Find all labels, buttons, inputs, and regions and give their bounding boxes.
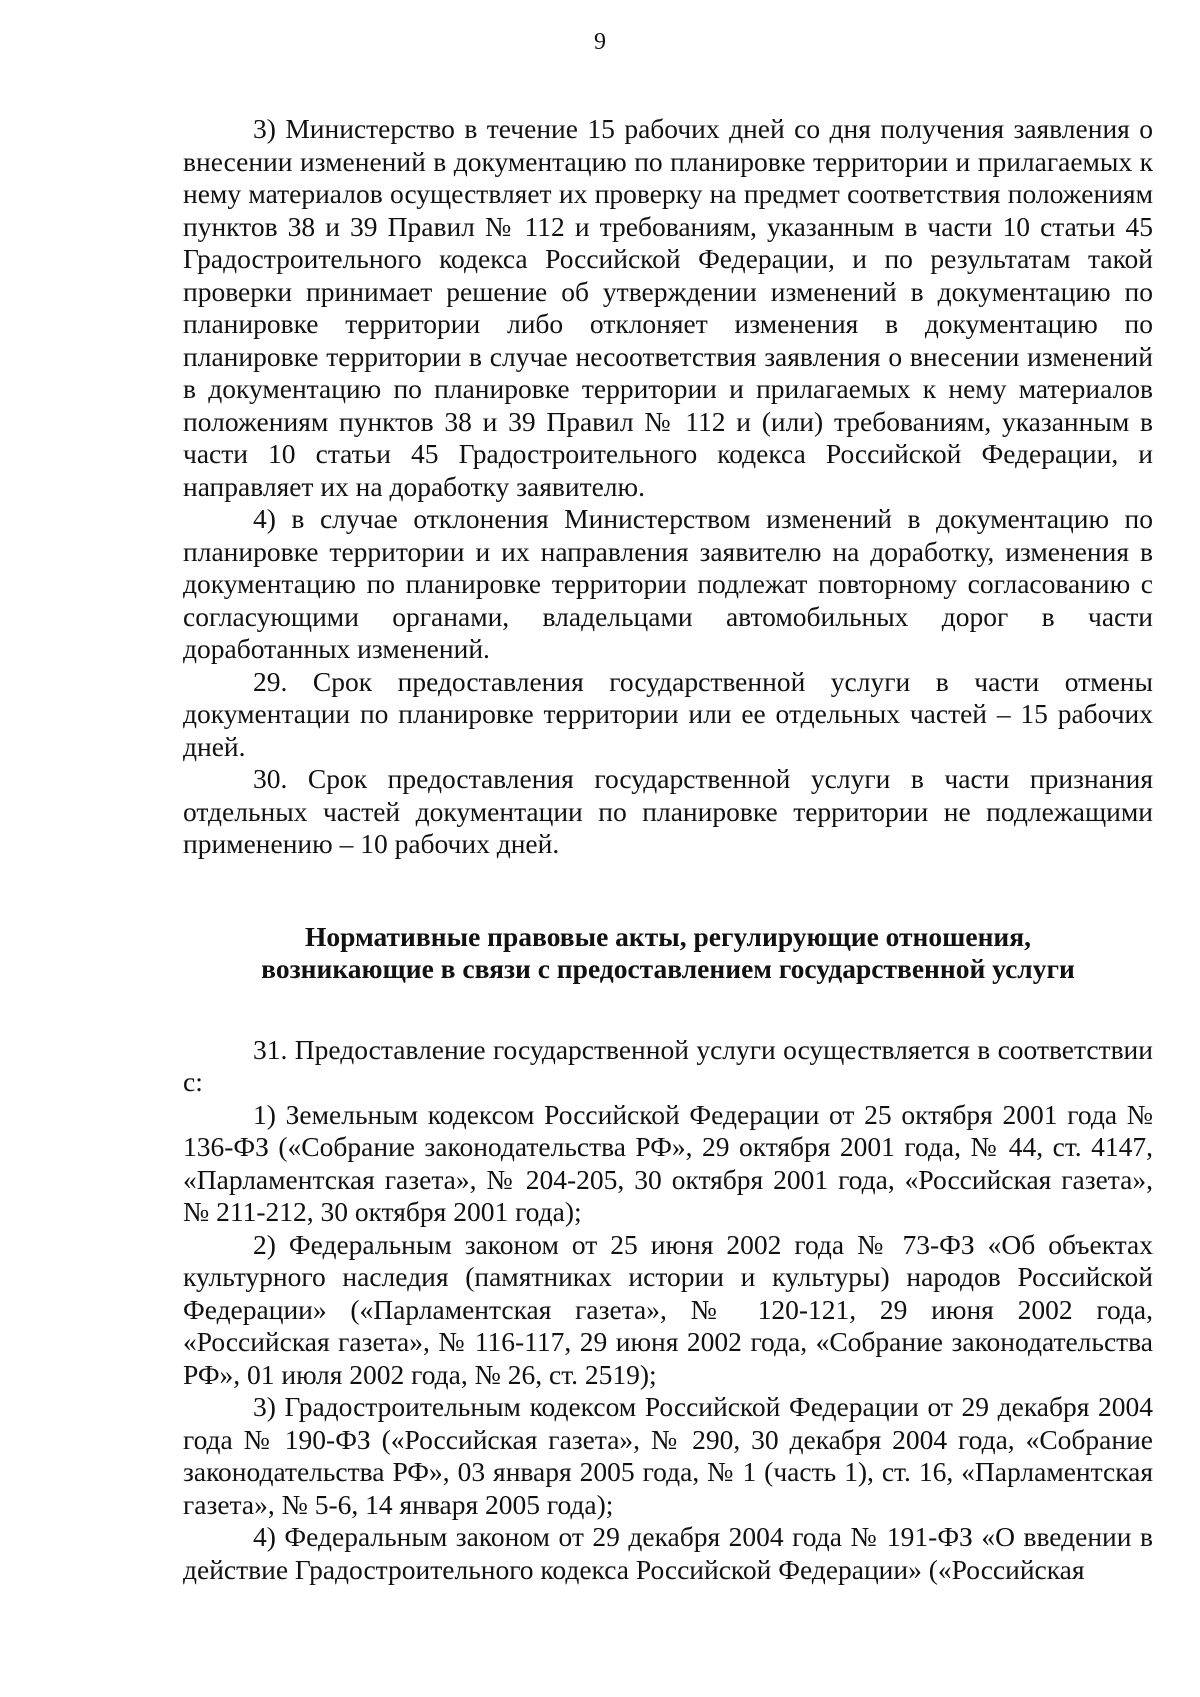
paragraph-30: 30. Срок предоставления государственной услуги в части признания отдельных частей документации по планировке территории не подлежащими применению – 10 рабочих дней. (183, 763, 1153, 859)
paragraph-29: 29. Срок предоставления государственной услуги в части отмены документации по планировке территории или ее отдельных частей – 15 рабочих дней. (183, 665, 1153, 762)
paragraph-31-item-2: 2) Федеральным законом от 25 июня 2002 года № 73-ФЗ «Об объектах культурного наследия (памятниках истории и культуры) народов Российской Федерации» («Парламентская газета», № 120-121, 29 июня 2002 года, «Российская газета», № 116-117, 29 июня 2002 года, «Собрание законодательства РФ», 01 июля 2002 года, № 26, ст. 2519); (183, 1228, 1153, 1390)
paragraph-31: 31. Предоставление государственной услуги осуществляется в соответствии с: (183, 1033, 1153, 1097)
paragraph-item-3: 3) Министерство в течение 15 рабочих дней со дня получения заявления о внесении изменений в документацию по планировке территории и прилагаемых к нему материалов осуществляет их проверку на предмет соответствия положениям пунктов 38 и 39 Правил № 112 и требованиям, указанным в части 10 статьи 45 Градостроительного кодекса Российской Федерации, и по результатам такой проверки принимает решение об утверждении изменений в документацию по планировке территории либо отклоняет изменения в документацию по планировке территории в случае несоответствия заявления о внесении изменений в документацию по планировке территории и прилагаемых к нему материалов положениям пунктов 38 и 39 Правил № 112 и (или) требованиям, указанным в части 10 статьи 45 Градостроительного кодекса Российской Федерации, и направляет их на доработку заявителю. (183, 113, 1153, 502)
paragraph-31-item-1: 1) Земельным кодексом Российской Федерации от 25 октября 2001 года № 136-ФЗ («Собрание законодательства РФ», 29 октября 2001 года, № 44, ст. 4147, «Парламентская газета», № 204-205, 30 октября 2001 года, «Российская газета», № 211-212, 30 октября 2001 года); (183, 1098, 1153, 1227)
paragraph-31-item-3: 3) Градостроительным кодексом Российской Федерации от 29 декабря 2004 года № 190-ФЗ («Российская газета», № 290, 30 декабря 2004 года, «Собрание законодательства РФ», 03 января 2005 года, № 1 (часть 1), ст. 16, «Парламентская газета», № 5-6, 14 января 2005 года); (183, 1391, 1153, 1520)
section-heading-line-2: возникающие в связи с предоставлением государственной услуги (261, 953, 1075, 984)
paragraph-31-item-4: 4) Федеральным законом от 29 декабря 2004 года № 191-ФЗ «О введении в действие Градостроительного кодекса Российской Федерации» («Российская (183, 1521, 1153, 1585)
document-body (183, 113, 1153, 1586)
section-heading (183, 921, 1153, 986)
paragraph-item-4: 4) в случае отклонения Министерством изменений в документацию по планировке территории и их направления заявителю на доработку, изменения в документацию по планировке территории подлежат повторному согласованию с согласующими органами, владельцами автомобильных дорог в части доработанных изменений. (183, 503, 1153, 664)
page-number: 9 (594, 29, 606, 55)
section-heading-line-1: Нормативные правовые акты, регулирующие отношения, (304, 920, 1032, 952)
